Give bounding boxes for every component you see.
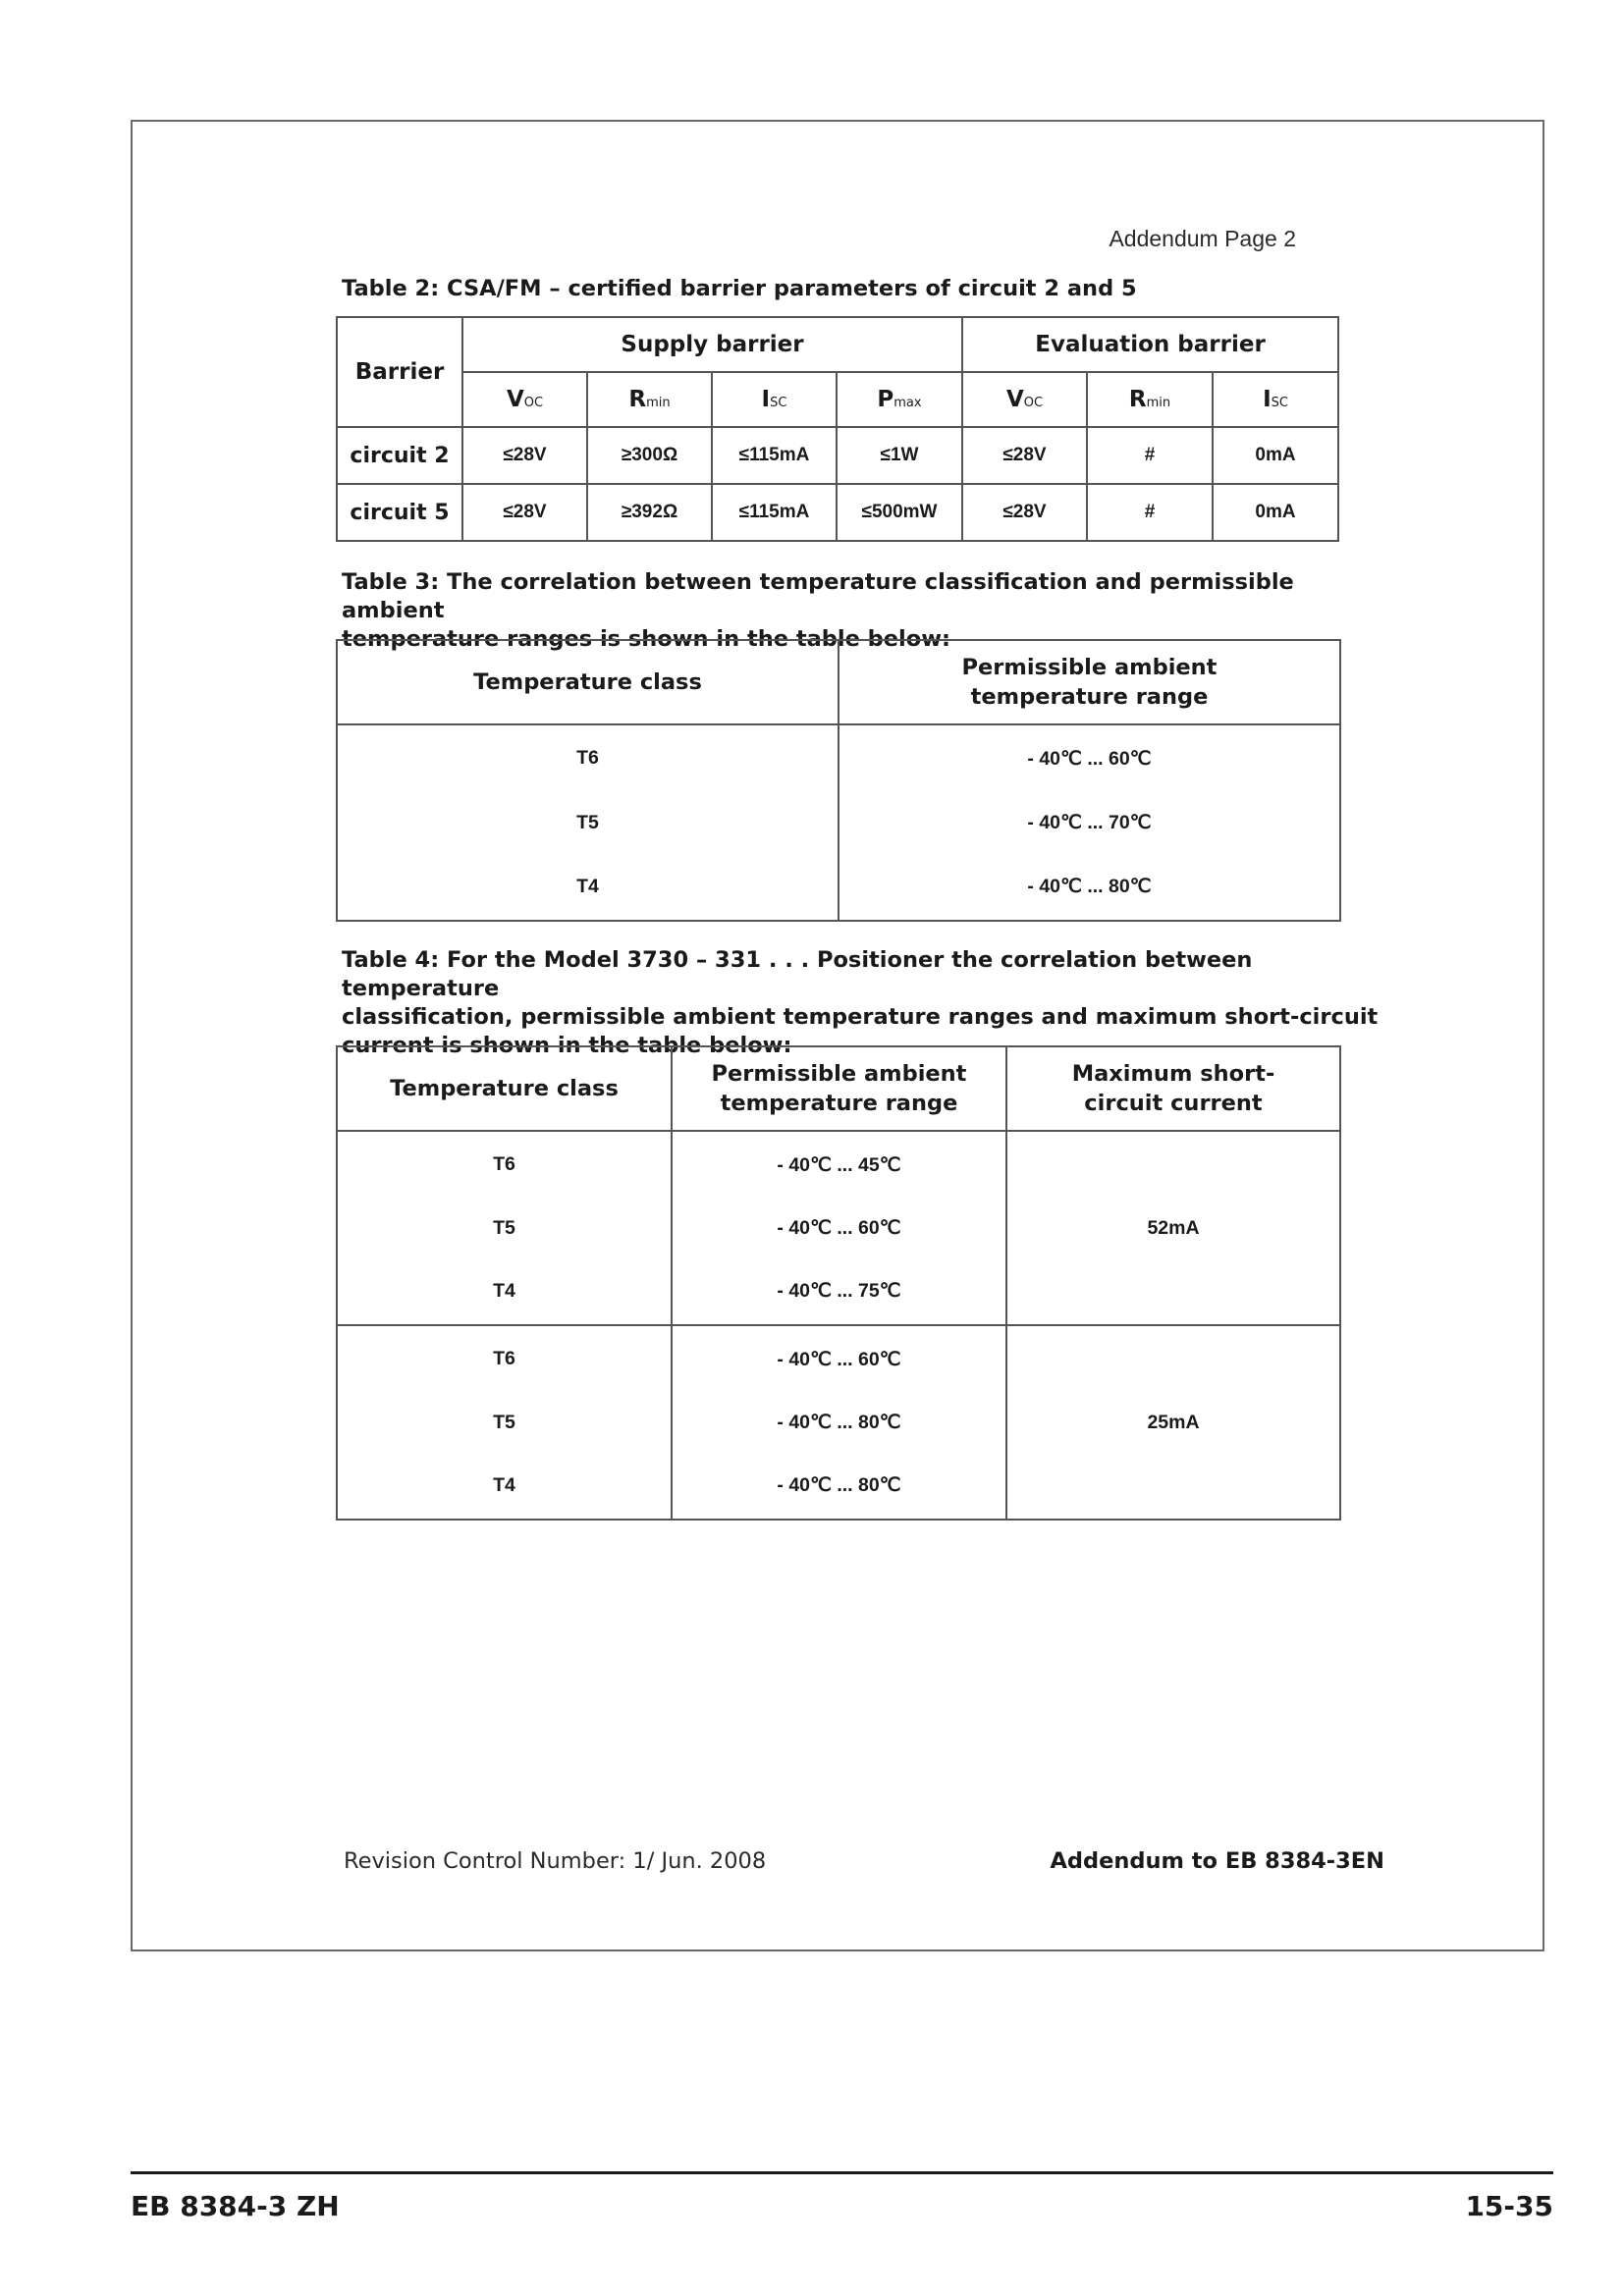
- table4-caption: [342, 946, 1402, 1060]
- column-header: [1087, 372, 1213, 427]
- table-cell: [672, 1325, 1006, 1520]
- table-cell: 0mA: [1213, 427, 1338, 484]
- column-header-main: V: [1005, 387, 1024, 412]
- table-row: [337, 1131, 1340, 1325]
- header-line: temperature range: [720, 1091, 958, 1116]
- caption-line: temperature ranges is shown in the table below:: [342, 626, 951, 652]
- table-cell: ≤1W: [837, 427, 962, 484]
- column-header-main: R: [1128, 387, 1147, 412]
- ambient-range: - 40℃ ... 75℃: [777, 1280, 901, 1302]
- column-header: [962, 372, 1087, 427]
- table4-model-3730-temperature: [336, 1045, 1341, 1521]
- ambient-range: - 40℃ ... 70℃: [1027, 812, 1152, 833]
- table-row: [337, 724, 1340, 921]
- ambient-range: - 40℃ ... 60℃: [1027, 748, 1152, 770]
- table-cell: ≤500mW: [837, 484, 962, 541]
- temperature-class-header: Temperature class: [337, 640, 839, 724]
- short-circuit-current: 25mA: [1006, 1325, 1340, 1520]
- column-header: [712, 372, 837, 427]
- table-cell: ≤28V: [962, 427, 1087, 484]
- table-cell: [337, 1325, 672, 1520]
- temperature-class: T6: [576, 747, 599, 769]
- revision-control-number: Revision Control Number: 1/ Jun. 2008: [344, 1848, 767, 1874]
- temperature-class-header: Temperature class: [337, 1046, 672, 1131]
- column-header: [462, 372, 587, 427]
- table-cell: ≥392Ω: [587, 484, 712, 541]
- document-number: EB 8384-3 ZH: [131, 2190, 340, 2222]
- table-row: [337, 1325, 1340, 1520]
- header-line: Permissible ambient: [711, 1061, 967, 1087]
- temperature-class: T5: [493, 1216, 515, 1239]
- caption-line: current is shown in the table below:: [342, 1033, 792, 1058]
- column-header-sub: OC: [1023, 396, 1044, 410]
- short-circuit-current: 52mA: [1006, 1131, 1340, 1325]
- ambient-range: - 40℃ ... 80℃: [777, 1474, 901, 1496]
- addendum-page-label: Addendum Page 2: [1109, 226, 1296, 251]
- ambient-range: - 40℃ ... 60℃: [777, 1217, 901, 1239]
- column-header-main: I: [761, 387, 771, 412]
- ambient-range: - 40℃ ... 80℃: [777, 1412, 901, 1433]
- table-cell: 0mA: [1213, 484, 1338, 541]
- column-header: [1213, 372, 1338, 427]
- header-line: temperature range: [970, 684, 1209, 710]
- column-header-sub: max: [893, 396, 922, 410]
- column-header-sub: SC: [770, 396, 787, 410]
- temperature-class: T5: [493, 1411, 515, 1433]
- ambient-range-header: [839, 640, 1340, 724]
- column-header: [587, 372, 712, 427]
- temperature-class: T5: [576, 811, 599, 833]
- column-header-main: R: [628, 387, 647, 412]
- table2-barrier-parameters: [336, 316, 1339, 542]
- header-line: Permissible ambient: [961, 655, 1218, 680]
- row-label: circuit 5: [337, 484, 462, 541]
- table-cell: [337, 724, 839, 921]
- table-cell: ≤28V: [462, 484, 587, 541]
- short-circuit-current-header: [1006, 1046, 1340, 1131]
- column-header-main: I: [1263, 387, 1272, 412]
- table-cell: ≤28V: [462, 427, 587, 484]
- table2-caption: Table 2: CSA/FM – certified barrier parameters of circuit 2 and 5: [342, 276, 1137, 301]
- caption-line: classification, permissible ambient temperature ranges and maximum short-circuit: [342, 1004, 1379, 1030]
- column-header-main: P: [877, 387, 894, 412]
- table-cell: [672, 1131, 1006, 1325]
- evaluation-barrier-header: Evaluation barrier: [962, 317, 1338, 372]
- column-header-sub: SC: [1271, 396, 1288, 410]
- table-row: [337, 484, 1338, 541]
- addendum-reference: Addendum to EB 8384-3EN: [1050, 1848, 1384, 1874]
- table-cell: ≤115mA: [712, 484, 837, 541]
- column-header: [837, 372, 962, 427]
- table-row: [337, 427, 1338, 484]
- temperature-class: T4: [493, 1474, 515, 1496]
- caption-line: Table 4: For the Model 3730 – 331 . . . Positioner the correlation between temperature: [342, 947, 1253, 1001]
- row-label: circuit 2: [337, 427, 462, 484]
- table3-temperature-classes: [336, 639, 1341, 922]
- ambient-range: - 40℃ ... 60℃: [777, 1349, 901, 1370]
- table-cell: #: [1087, 427, 1213, 484]
- column-header-main: V: [506, 387, 524, 412]
- ambient-range-header: [672, 1046, 1006, 1131]
- page-number: 15-35: [1465, 2190, 1553, 2222]
- table-cell: #: [1087, 484, 1213, 541]
- temperature-class: T6: [493, 1153, 515, 1175]
- table-cell: ≥300Ω: [587, 427, 712, 484]
- temperature-class: T6: [493, 1348, 515, 1369]
- table-cell: [839, 724, 1340, 921]
- column-header-sub: OC: [523, 396, 544, 410]
- table-cell: ≤28V: [962, 484, 1087, 541]
- ambient-range: - 40℃ ... 80℃: [1027, 876, 1152, 897]
- temperature-class: T4: [493, 1280, 515, 1302]
- ambient-range: - 40℃ ... 45℃: [777, 1154, 901, 1176]
- header-line: Maximum short-: [1071, 1061, 1275, 1087]
- column-header-sub: min: [1146, 396, 1171, 410]
- column-header-sub: min: [646, 396, 671, 410]
- table-cell: [337, 1131, 672, 1325]
- footer-rule: [131, 2171, 1553, 2174]
- temperature-class: T4: [576, 876, 599, 897]
- header-line: circuit current: [1084, 1091, 1263, 1116]
- supply-barrier-header: Supply barrier: [462, 317, 962, 372]
- table-cell: ≤115mA: [712, 427, 837, 484]
- barrier-header: Barrier: [337, 317, 462, 427]
- caption-line: Table 3: The correlation between temperature classification and permissible ambient: [342, 569, 1294, 623]
